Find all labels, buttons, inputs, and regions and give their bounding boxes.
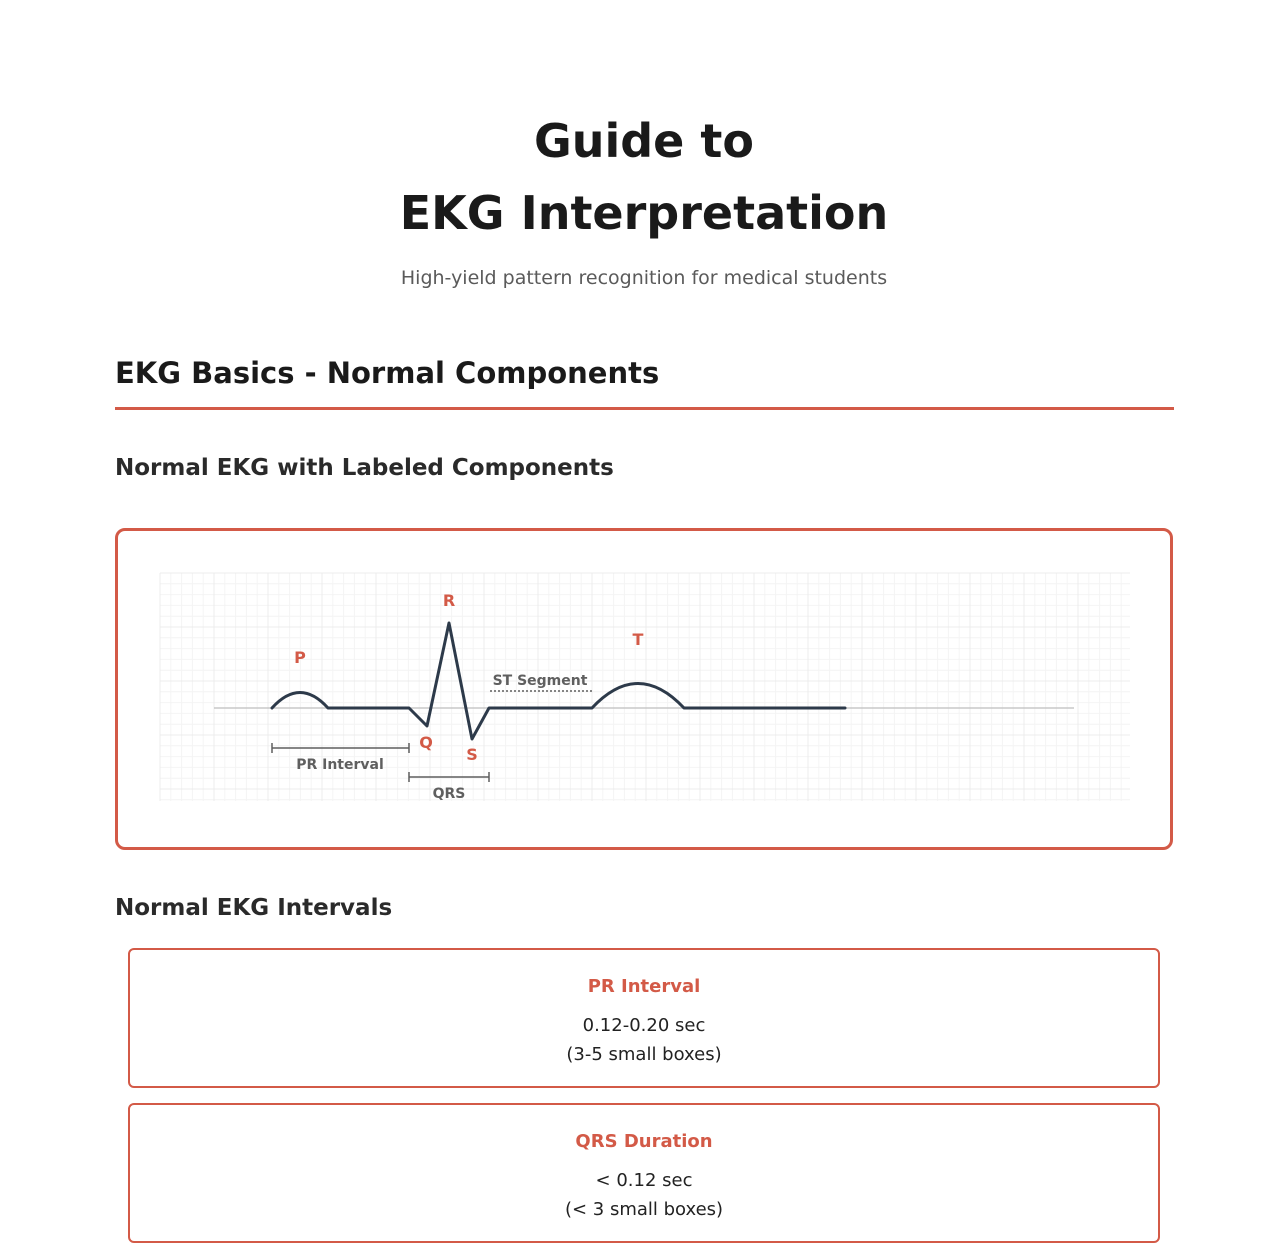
- card-title: QRS Duration: [575, 1131, 713, 1152]
- ekg-diagram-card: [115, 528, 1173, 850]
- r-wave-label: R: [442, 591, 456, 610]
- p-wave-label: P: [294, 648, 306, 667]
- page-title-line-1: Guide to: [533, 114, 754, 168]
- s-wave-label: S: [466, 745, 478, 764]
- card-title: PR Interval: [587, 976, 701, 997]
- qrs-bracket: [409, 772, 489, 782]
- page-subtitle: High-yield pattern recognition for medical students: [400, 267, 888, 289]
- card-value: 0.12-0.20 sec: [582, 1015, 706, 1036]
- section-heading: EKG Basics - Normal Components: [115, 356, 660, 390]
- intervals-heading: Normal EKG Intervals: [115, 895, 393, 921]
- page-title-line-2: EKG Interpretation: [399, 186, 889, 240]
- card-note: (3-5 small boxes): [566, 1044, 722, 1065]
- st-segment-label: ST Segment: [492, 673, 588, 689]
- ekg-diagram: [118, 531, 1170, 847]
- card-value: < 0.12 sec: [595, 1170, 693, 1191]
- t-wave-label: T: [632, 630, 644, 649]
- pr-interval-card: [128, 948, 1160, 1088]
- card-note: (< 3 small boxes): [564, 1199, 724, 1220]
- qrs-duration-card: [128, 1103, 1160, 1243]
- pr-interval-label: PR Interval: [296, 757, 384, 773]
- section-divider: [115, 407, 1174, 410]
- diagram-heading: Normal EKG with Labeled Components: [115, 455, 614, 481]
- pr-interval-bracket: [272, 743, 409, 753]
- qrs-label: QRS: [432, 786, 466, 802]
- q-wave-label: Q: [419, 733, 433, 752]
